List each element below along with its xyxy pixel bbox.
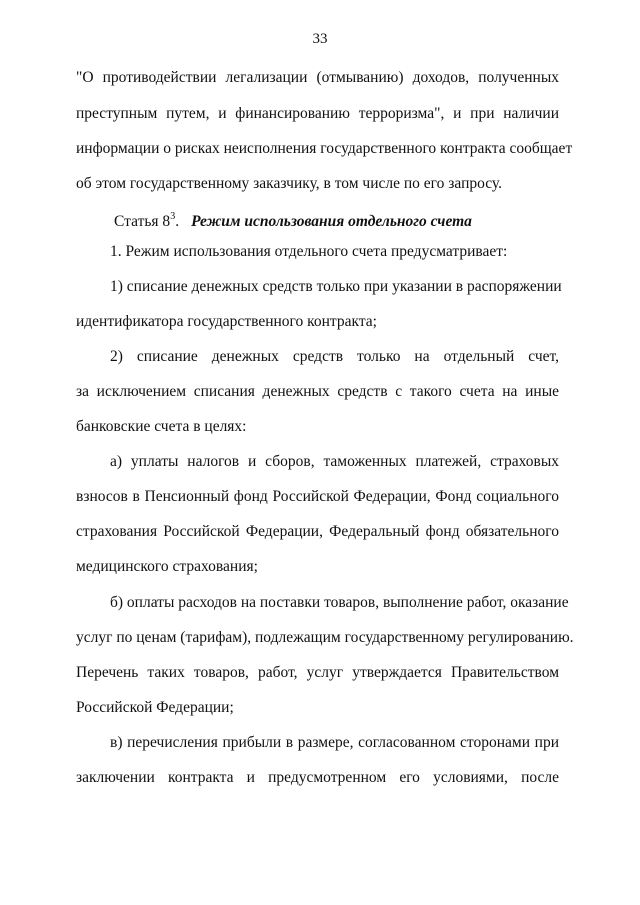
page-number: 33 (312, 31, 328, 47)
text-line: а) уплаты налогов и сборов, таможенных платежей, страховых (110, 453, 559, 470)
text-line: за исключением списания денежных средств с такого счета на иные (76, 383, 559, 400)
article-suffix: . (175, 213, 180, 230)
text-line: взносов в Пенсионный фонд Российской Федерации, Фонд социального (76, 488, 559, 505)
text-line: страхования Российской Федерации, Федеральный фонд обязательного (76, 523, 559, 540)
text-line: "О противодействии легализации (отмыванию) доходов, полученных (76, 69, 559, 86)
text-line: об этом государственному заказчику, в том числе по его запросу. (76, 175, 503, 192)
text-line: информации о рисках неисполнения государственного контракта сообщает (76, 140, 573, 157)
text-line: 1. Режим использования отдельного счета предусматривает: (110, 243, 508, 260)
text-line: Перечень таких товаров, работ, услуг утверждается Правительством (76, 664, 559, 681)
article-label: Статья 8 (114, 213, 171, 230)
text-line: услуг по ценам (тарифам), подлежащим государственному регулированию. (76, 629, 574, 646)
article-heading (114, 207, 472, 232)
article-title: Режим использования отдельного счета (191, 213, 472, 230)
article-superscript: 3 (170, 211, 176, 222)
text-line: заключении контракта и предусмотренном его условиями, после (76, 769, 559, 786)
text-line: 2) списание денежных средств только на отдельный счет, (110, 348, 559, 365)
text-line: Российской Федерации; (76, 699, 234, 716)
text-line: преступным путем, и финансированию терроризма", и при наличии (76, 105, 559, 122)
text-line: 1) списание денежных средств только при указании в распоряжении (110, 278, 562, 295)
text-line: медицинского страхования; (76, 558, 258, 575)
text-line: б) оплаты расходов на поставки товаров, выполнение работ, оказание (110, 594, 569, 611)
text-line: идентификатора государственного контракта; (76, 313, 377, 330)
text-line: банковские счета в целях: (76, 418, 247, 435)
text-line: в) перечисления прибыли в размере, согласованном сторонами при (110, 734, 559, 751)
